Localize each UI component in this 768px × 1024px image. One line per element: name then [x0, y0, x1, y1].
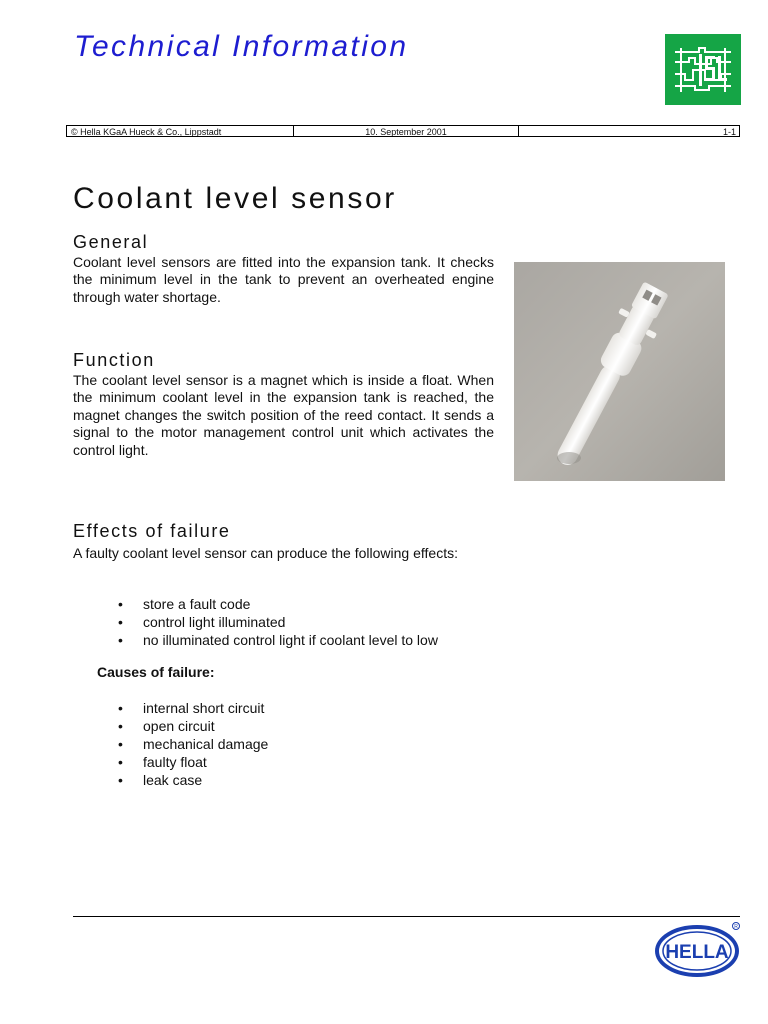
document-meta-table: [66, 125, 740, 137]
hella-logo: [655, 920, 743, 978]
list-item: • open circuit: [118, 717, 268, 735]
list-item: • leak case: [118, 771, 268, 789]
company-emblem-logo: [665, 34, 741, 105]
footer-divider: [73, 916, 740, 917]
hella-logo-text: HELLA: [665, 942, 729, 963]
list-item: • faulty float: [118, 753, 268, 771]
effects-heading: Effects of failure: [73, 521, 231, 541]
copyright-cell: © Hella KGaA Hueck & Co., Lippstadt: [67, 126, 294, 136]
document-header-title: Technical Information: [74, 30, 409, 63]
list-item: • no illuminated control light if coolant level to low: [118, 631, 438, 649]
list-item: • store a fault code: [118, 595, 438, 613]
list-item: • internal short circuit: [118, 699, 268, 717]
causes-list: [118, 699, 268, 789]
list-item: • control light illuminated: [118, 613, 438, 631]
list-item: • mechanical damage: [118, 735, 268, 753]
effects-list: [118, 595, 438, 649]
date-cell: 10. September 2001: [294, 126, 519, 136]
svg-text:R: R: [734, 924, 738, 930]
causes-heading: Causes of failure:: [97, 664, 215, 680]
coolant-sensor-photo: [514, 262, 725, 481]
function-heading: Function: [73, 350, 155, 370]
general-heading: General: [73, 232, 149, 252]
function-paragraph: The coolant level sensor is a magnet which is inside a float. When the minimum coolant level in the expansion tank is reached, the magnet changes the switch position of the reed contact. It sends a signal to the motor management control unit which activates the control light.: [73, 372, 494, 458]
effects-paragraph: A faulty coolant level sensor can produce the following effects:: [73, 545, 458, 561]
page-title: Coolant level sensor: [73, 182, 397, 215]
page-number-cell: 1-1: [722, 127, 736, 136]
general-paragraph: Coolant level sensors are fitted into the expansion tank. It checks the minimum level in the tank to prevent an overheated engine through water shortage.: [73, 254, 494, 305]
